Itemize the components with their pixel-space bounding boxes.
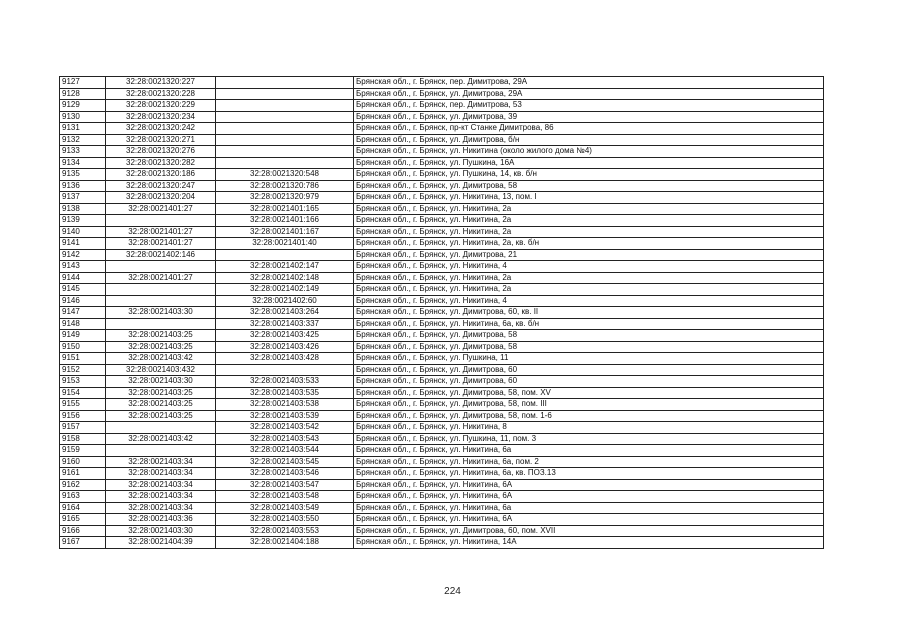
row-number-cell: 9166 <box>60 525 106 537</box>
row-number-cell: 9131 <box>60 123 106 135</box>
cadastral-number-cell: 32:28:0021403:34 <box>106 456 216 468</box>
row-number-cell: 9164 <box>60 502 106 514</box>
address-cell: Брянская обл., г. Брянск, ул. Никитина, 2а <box>354 226 824 238</box>
table-row <box>60 491 824 503</box>
address-cell: Брянская обл., г. Брянск, ул. Никитина, 2а <box>354 272 824 284</box>
cadastral-number-cell: 32:28:0021401:165 <box>216 203 354 215</box>
cadastral-number-cell <box>216 157 354 169</box>
table-row <box>60 249 824 261</box>
address-cell: Брянская обл., г. Брянск, ул. Димитрова, 58 <box>354 341 824 353</box>
address-cell: Брянская обл., г. Брянск, ул. Пушкина, 14, кв. б/н <box>354 169 824 181</box>
address-cell: Брянская обл., г. Брянск, ул. Димитрова, 60 <box>354 376 824 388</box>
row-number-cell: 9159 <box>60 445 106 457</box>
row-number-cell: 9139 <box>60 215 106 227</box>
row-number-cell: 9153 <box>60 376 106 388</box>
cadastral-number-cell <box>106 284 216 296</box>
row-number-cell: 9150 <box>60 341 106 353</box>
row-number-cell: 9151 <box>60 353 106 365</box>
address-cell: Брянская обл., г. Брянск, ул. Никитина, 14А <box>354 537 824 549</box>
table-row <box>60 111 824 123</box>
cadastral-number-cell: 32:28:0021401:27 <box>106 272 216 284</box>
cadastral-number-cell: 32:28:0021320:548 <box>216 169 354 181</box>
cadastral-number-cell: 32:28:0021403:548 <box>216 491 354 503</box>
address-cell: Брянская обл., г. Брянск, ул. Никитина, 4 <box>354 261 824 273</box>
cadastral-number-cell: 32:28:0021403:545 <box>216 456 354 468</box>
cadastral-number-cell: 32:28:0021403:264 <box>216 307 354 319</box>
cadastral-number-cell: 32:28:0021403:34 <box>106 479 216 491</box>
cadastral-number-cell <box>216 146 354 158</box>
address-cell: Брянская обл., г. Брянск, ул. Димитрова, 29А <box>354 88 824 100</box>
address-cell: Брянская обл., г. Брянск, ул. Никитина, 6А <box>354 479 824 491</box>
row-number-cell: 9165 <box>60 514 106 526</box>
address-cell: Брянская обл., г. Брянск, ул. Димитрова, 60, кв. II <box>354 307 824 319</box>
cadastral-number-cell: 32:28:0021403:539 <box>216 410 354 422</box>
table-row <box>60 456 824 468</box>
address-cell: Брянская обл., г. Брянск, пр-кт Станке Димитрова, 86 <box>354 123 824 135</box>
cadastral-number-cell: 32:28:0021403:337 <box>216 318 354 330</box>
table-row <box>60 134 824 146</box>
cadastral-number-cell: 32:28:0021402:146 <box>106 249 216 261</box>
cadastral-number-cell: 32:28:0021403:30 <box>106 525 216 537</box>
cadastral-number-cell: 32:28:0021402:60 <box>216 295 354 307</box>
table-row <box>60 272 824 284</box>
cadastral-number-cell: 32:28:0021320:228 <box>106 88 216 100</box>
cadastral-number-cell <box>216 100 354 112</box>
cadastral-number-cell: 32:28:0021320:786 <box>216 180 354 192</box>
cadastral-number-cell <box>106 295 216 307</box>
address-cell: Брянская обл., г. Брянск, ул. Димитрова, 21 <box>354 249 824 261</box>
cadastral-number-cell: 32:28:0021403:550 <box>216 514 354 526</box>
cadastral-number-cell: 32:28:0021403:535 <box>216 387 354 399</box>
cadastral-number-cell <box>216 364 354 376</box>
address-cell: Брянская обл., г. Брянск, ул. Никитина, 2а <box>354 203 824 215</box>
address-cell: Брянская обл., г. Брянск, ул. Пушкина, 11 <box>354 353 824 365</box>
address-cell: Брянская обл., г. Брянск, ул. Никитина, 2а, кв. б/н <box>354 238 824 250</box>
row-number-cell: 9156 <box>60 410 106 422</box>
row-number-cell: 9163 <box>60 491 106 503</box>
cadastral-number-cell: 32:28:0021401:40 <box>216 238 354 250</box>
address-cell: Брянская обл., г. Брянск, ул. Димитрова, 58, пом. XV <box>354 387 824 399</box>
row-number-cell: 9154 <box>60 387 106 399</box>
address-cell: Брянская обл., г. Брянск, ул. Никитина, 6а <box>354 445 824 457</box>
table-row <box>60 330 824 342</box>
cadastral-number-cell: 32:28:0021403:30 <box>106 307 216 319</box>
row-number-cell: 9128 <box>60 88 106 100</box>
row-number-cell: 9145 <box>60 284 106 296</box>
cadastral-number-cell: 32:28:0021404:39 <box>106 537 216 549</box>
table-row <box>60 468 824 480</box>
table-row <box>60 295 824 307</box>
row-number-cell: 9158 <box>60 433 106 445</box>
cadastral-number-cell: 32:28:0021403:428 <box>216 353 354 365</box>
address-cell: Брянская обл., г. Брянск, ул. Никитина, 6А <box>354 491 824 503</box>
table-row <box>60 284 824 296</box>
table-row <box>60 307 824 319</box>
table-row <box>60 537 824 549</box>
table-row <box>60 376 824 388</box>
cadastral-number-cell <box>216 111 354 123</box>
row-number-cell: 9130 <box>60 111 106 123</box>
table-row <box>60 226 824 238</box>
table-row <box>60 192 824 204</box>
row-number-cell: 9144 <box>60 272 106 284</box>
cadastral-number-cell: 32:28:0021320:227 <box>106 77 216 89</box>
cadastral-number-cell: 32:28:0021403:34 <box>106 468 216 480</box>
table-row <box>60 157 824 169</box>
page-number: 224 <box>444 586 461 597</box>
cadastral-number-cell: 32:28:0021402:148 <box>216 272 354 284</box>
cadastral-number-cell <box>216 123 354 135</box>
cadastral-number-cell: 32:28:0021403:25 <box>106 410 216 422</box>
table-row <box>60 422 824 434</box>
cadastral-number-cell: 32:28:0021403:42 <box>106 433 216 445</box>
row-number-cell: 9160 <box>60 456 106 468</box>
address-cell: Брянская обл., г. Брянск, ул. Никитина, 6А <box>354 514 824 526</box>
table-row <box>60 399 824 411</box>
cadastral-number-cell: 32:28:0021403:547 <box>216 479 354 491</box>
row-number-cell: 9135 <box>60 169 106 181</box>
row-number-cell: 9162 <box>60 479 106 491</box>
table-row <box>60 502 824 514</box>
row-number-cell: 9155 <box>60 399 106 411</box>
address-cell: Брянская обл., г. Брянск, ул. Димитрова, 58 <box>354 180 824 192</box>
address-cell: Брянская обл., г. Брянск, ул. Димитрова, б/н <box>354 134 824 146</box>
cadastral-number-cell <box>216 88 354 100</box>
row-number-cell: 9143 <box>60 261 106 273</box>
cadastral-number-cell: 32:28:0021401:166 <box>216 215 354 227</box>
row-number-cell: 9147 <box>60 307 106 319</box>
cadastral-number-cell: 32:28:0021403:538 <box>216 399 354 411</box>
row-number-cell: 9146 <box>60 295 106 307</box>
address-cell: Брянская обл., г. Брянск, ул. Никитина, 6а, кв. ПОЗ.13 <box>354 468 824 480</box>
cadastral-number-cell: 32:28:0021320:282 <box>106 157 216 169</box>
table-row <box>60 410 824 422</box>
cadastral-number-cell: 32:28:0021320:247 <box>106 180 216 192</box>
cadastral-number-cell: 32:28:0021403:34 <box>106 502 216 514</box>
table-row <box>60 479 824 491</box>
address-cell: Брянская обл., г. Брянск, ул. Никитина (около жилого дома №4) <box>354 146 824 158</box>
row-number-cell: 9157 <box>60 422 106 434</box>
table-row <box>60 88 824 100</box>
table-row <box>60 238 824 250</box>
cadastral-number-cell: 32:28:0021320:271 <box>106 134 216 146</box>
cadastral-number-cell: 32:28:0021320:276 <box>106 146 216 158</box>
cadastral-number-cell: 32:28:0021320:242 <box>106 123 216 135</box>
cadastral-number-cell: 32:28:0021403:25 <box>106 387 216 399</box>
cadastral-number-cell: 32:28:0021320:234 <box>106 111 216 123</box>
cadastral-number-cell: 32:28:0021403:36 <box>106 514 216 526</box>
address-cell: Брянская обл., г. Брянск, ул. Димитрова, 39 <box>354 111 824 123</box>
row-number-cell: 9149 <box>60 330 106 342</box>
registry-table-body <box>60 77 824 549</box>
table-row <box>60 203 824 215</box>
cadastral-number-cell: 32:28:0021403:34 <box>106 491 216 503</box>
table-row <box>60 387 824 399</box>
row-number-cell: 9152 <box>60 364 106 376</box>
row-number-cell: 9141 <box>60 238 106 250</box>
registry-table <box>59 76 824 549</box>
table-row <box>60 341 824 353</box>
cadastral-number-cell: 32:28:0021403:30 <box>106 376 216 388</box>
address-cell: Брянская обл., г. Брянск, ул. Димитрова, 58 <box>354 330 824 342</box>
cadastral-number-cell <box>216 249 354 261</box>
row-number-cell: 9140 <box>60 226 106 238</box>
cadastral-number-cell <box>106 445 216 457</box>
cadastral-number-cell: 32:28:0021403:425 <box>216 330 354 342</box>
row-number-cell: 9142 <box>60 249 106 261</box>
cadastral-number-cell: 32:28:0021403:549 <box>216 502 354 514</box>
address-cell: Брянская обл., г. Брянск, ул. Никитина, 6а, кв. б/н <box>354 318 824 330</box>
cadastral-number-cell: 32:28:0021403:542 <box>216 422 354 434</box>
table-row <box>60 123 824 135</box>
row-number-cell: 9161 <box>60 468 106 480</box>
table-row <box>60 180 824 192</box>
row-number-cell: 9133 <box>60 146 106 158</box>
table-row <box>60 433 824 445</box>
address-cell: Брянская обл., г. Брянск, ул. Никитина, 2а <box>354 284 824 296</box>
address-cell: Брянская обл., г. Брянск, пер. Димитрова, 29А <box>354 77 824 89</box>
cadastral-number-cell <box>106 422 216 434</box>
cadastral-number-cell: 32:28:0021403:42 <box>106 353 216 365</box>
cadastral-number-cell <box>106 318 216 330</box>
address-cell: Брянская обл., г. Брянск, ул. Никитина, 4 <box>354 295 824 307</box>
cadastral-number-cell: 32:28:0021402:149 <box>216 284 354 296</box>
cadastral-number-cell: 32:28:0021401:27 <box>106 238 216 250</box>
address-cell: Брянская обл., г. Брянск, ул. Никитина, 13, пом. I <box>354 192 824 204</box>
row-number-cell: 9129 <box>60 100 106 112</box>
address-cell: Брянская обл., г. Брянск, ул. Димитрова, 58, пом. III <box>354 399 824 411</box>
row-number-cell: 9132 <box>60 134 106 146</box>
table-row <box>60 445 824 457</box>
table-row <box>60 215 824 227</box>
table-row <box>60 353 824 365</box>
address-cell: Брянская обл., г. Брянск, ул. Димитрова, 60, пом. XVII <box>354 525 824 537</box>
cadastral-number-cell: 32:28:0021403:432 <box>106 364 216 376</box>
address-cell: Брянская обл., г. Брянск, ул. Димитрова, 60 <box>354 364 824 376</box>
row-number-cell: 9136 <box>60 180 106 192</box>
cadastral-number-cell <box>216 134 354 146</box>
address-cell: Брянская обл., г. Брянск, ул. Пушкина, 11, пом. 3 <box>354 433 824 445</box>
cadastral-number-cell: 32:28:0021403:543 <box>216 433 354 445</box>
cadastral-number-cell <box>106 261 216 273</box>
cadastral-number-cell: 32:28:0021403:426 <box>216 341 354 353</box>
cadastral-number-cell: 32:28:0021401:27 <box>106 203 216 215</box>
cadastral-number-cell: 32:28:0021320:229 <box>106 100 216 112</box>
address-cell: Брянская обл., г. Брянск, ул. Никитина, 2а <box>354 215 824 227</box>
cadastral-number-cell: 32:28:0021403:546 <box>216 468 354 480</box>
address-cell: Брянская обл., г. Брянск, ул. Никитина, 6а <box>354 502 824 514</box>
address-cell: Брянская обл., г. Брянск, пер. Димитрова, 53 <box>354 100 824 112</box>
cadastral-number-cell: 32:28:0021404:188 <box>216 537 354 549</box>
cadastral-number-cell: 32:28:0021402:147 <box>216 261 354 273</box>
table-row <box>60 146 824 158</box>
table-row <box>60 169 824 181</box>
table-row <box>60 261 824 273</box>
cadastral-number-cell: 32:28:0021403:553 <box>216 525 354 537</box>
cadastral-number-cell: 32:28:0021320:979 <box>216 192 354 204</box>
table-row <box>60 318 824 330</box>
row-number-cell: 9134 <box>60 157 106 169</box>
table-row <box>60 100 824 112</box>
table-row <box>60 77 824 89</box>
row-number-cell: 9148 <box>60 318 106 330</box>
table-row <box>60 514 824 526</box>
cadastral-number-cell: 32:28:0021401:167 <box>216 226 354 238</box>
address-cell: Брянская обл., г. Брянск, ул. Димитрова, 58, пом. 1-6 <box>354 410 824 422</box>
cadastral-number-cell: 32:28:0021403:533 <box>216 376 354 388</box>
cadastral-number-cell <box>106 215 216 227</box>
address-cell: Брянская обл., г. Брянск, ул. Никитина, 8 <box>354 422 824 434</box>
address-cell: Брянская обл., г. Брянск, ул. Пушкина, 16А <box>354 157 824 169</box>
cadastral-number-cell: 32:28:0021320:204 <box>106 192 216 204</box>
cadastral-number-cell: 32:28:0021320:186 <box>106 169 216 181</box>
cadastral-number-cell <box>216 77 354 89</box>
row-number-cell: 9138 <box>60 203 106 215</box>
table-row <box>60 364 824 376</box>
row-number-cell: 9127 <box>60 77 106 89</box>
row-number-cell: 9167 <box>60 537 106 549</box>
cadastral-number-cell: 32:28:0021401:27 <box>106 226 216 238</box>
cadastral-number-cell: 32:28:0021403:544 <box>216 445 354 457</box>
table-row <box>60 525 824 537</box>
cadastral-number-cell: 32:28:0021403:25 <box>106 330 216 342</box>
cadastral-number-cell: 32:28:0021403:25 <box>106 341 216 353</box>
cadastral-number-cell: 32:28:0021403:25 <box>106 399 216 411</box>
address-cell: Брянская обл., г. Брянск, ул. Никитина, 6а, пом. 2 <box>354 456 824 468</box>
row-number-cell: 9137 <box>60 192 106 204</box>
